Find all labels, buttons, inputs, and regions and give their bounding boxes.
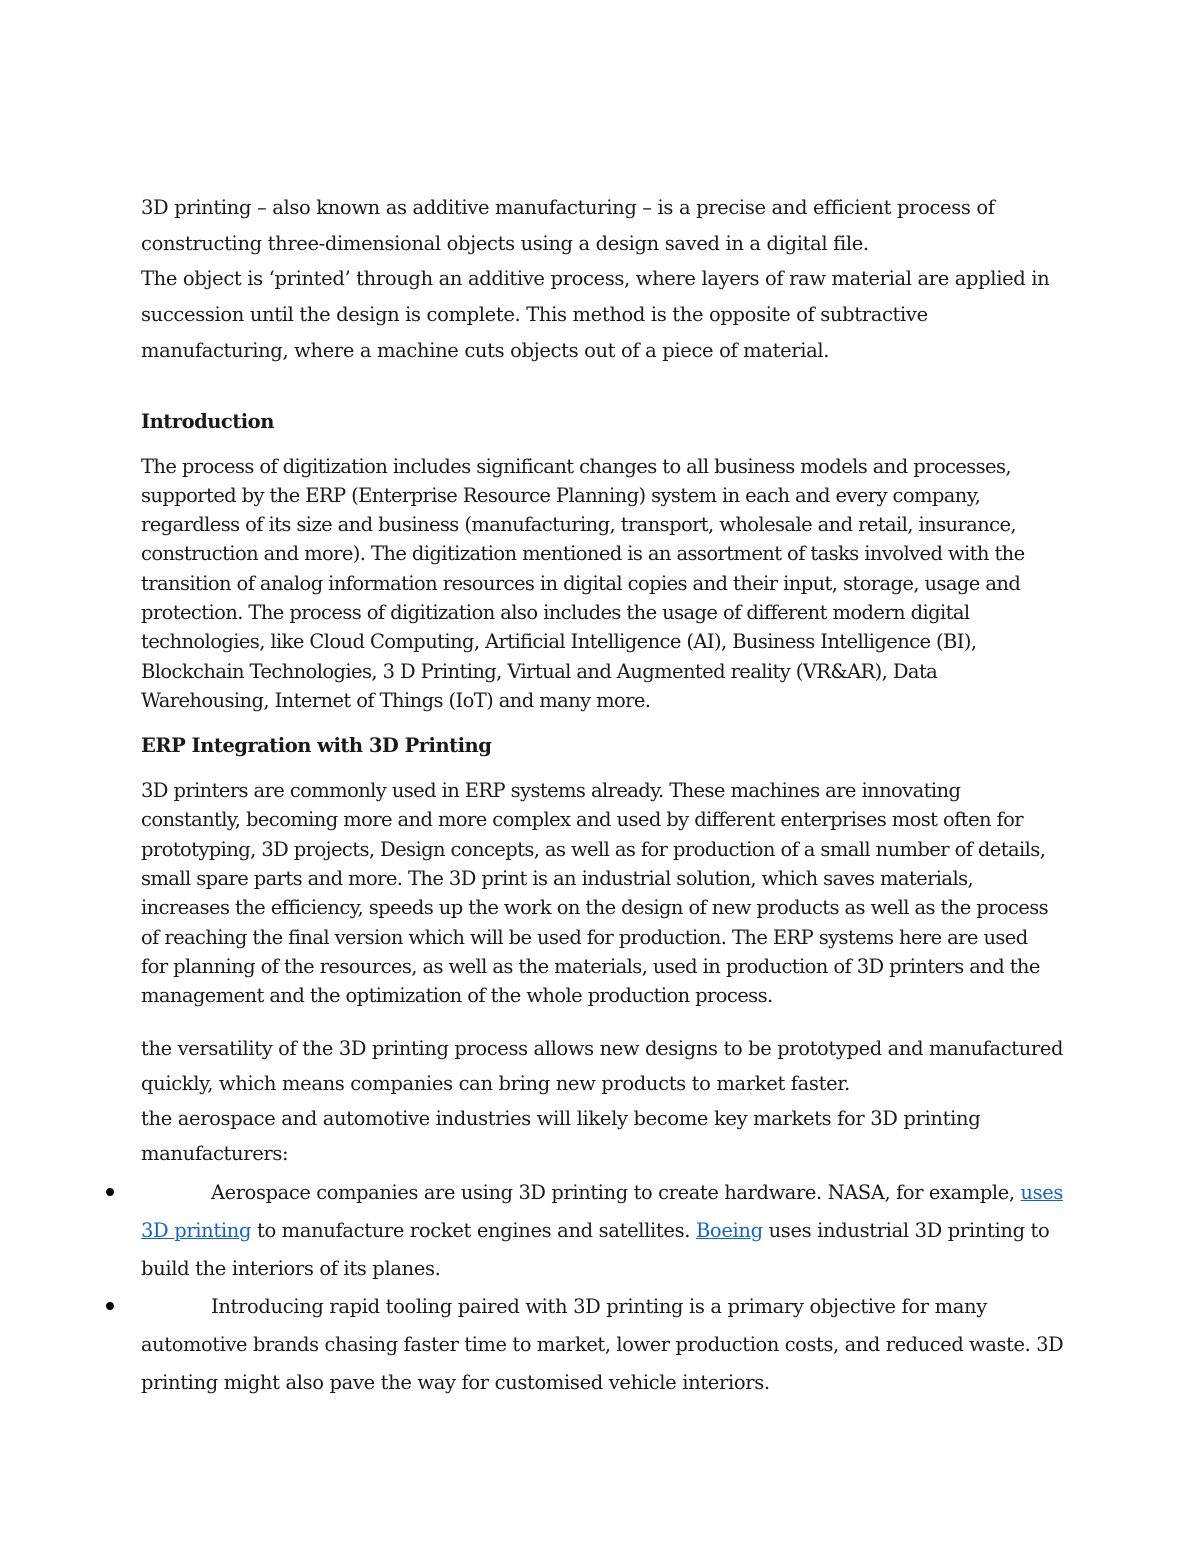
introduction-line: supported by the ERP (Enterprise Resource Planning) system in each and every company, <box>141 484 981 507</box>
erp-line: 3D printers are commonly used in ERP systems already. These machines are innovating <box>141 779 961 802</box>
introduction-line: protection. The process of digitization also includes the usage of different modern digital <box>141 601 970 624</box>
erp-line: small spare parts and more. The 3D print is an industrial solution, which saves materials, <box>141 867 974 890</box>
aerospace-bullet-line <box>211 1181 1063 1205</box>
erp-line: of reaching the final version which will be used for production. The ERP systems here are used <box>141 926 1028 949</box>
introduction-line: The process of digitization includes significant changes to all business models and processes, <box>141 455 1012 478</box>
bullet-dot <box>106 1302 114 1310</box>
intro-line: The object is ‘printed’ through an additive process, where layers of raw material are applied in <box>141 267 1050 290</box>
aerospace-bullet-line <box>141 1219 1049 1243</box>
introduction-line: Blockchain Technologies, 3 D Printing, Virtual and Augmented reality (VR&AR), Data <box>141 660 938 683</box>
versatility-line: the aerospace and automotive industries will likely become key markets for 3D printing <box>141 1107 981 1130</box>
versatility-line: the versatility of the 3D printing process allows new designs to be prototyped and manufactured <box>141 1037 1064 1060</box>
versatility-line: manufacturers: <box>141 1142 289 1165</box>
introduction-line: regardless of its size and business (manufacturing, transport, wholesale and retail, insurance, <box>141 513 1017 536</box>
aerospace-text: uses industrial 3D printing to <box>762 1219 1050 1242</box>
intro-line: constructing three-dimensional objects using a design saved in a digital file. <box>141 232 869 255</box>
erp-line: prototyping, 3D projects, Design concepts, as well as for production of a small number of details, <box>141 838 1046 861</box>
erp-line: increases the efficiency, speeds up the work on the design of new products as well as the process <box>141 896 1049 919</box>
erp-line: for planning of the resources, as well as the materials, used in production of 3D printers and the <box>141 955 1040 978</box>
automotive-bullet-line: printing might also pave the way for customised vehicle interiors. <box>141 1371 770 1394</box>
introduction-line: transition of analog information resources in digital copies and their input, storage, usage and <box>141 572 1021 595</box>
intro-line: 3D printing – also known as additive manufacturing – is a precise and efficient process of <box>141 196 995 219</box>
bullet-dot <box>106 1188 114 1196</box>
aerospace-text: to manufacture rocket engines and satellites. <box>251 1219 696 1242</box>
introduction-line: construction and more). The digitization mentioned is an assortment of tasks involved with the <box>141 542 1025 565</box>
versatility-line: quickly, which means companies can bring new products to market faster. <box>141 1072 850 1095</box>
boeing-link[interactable]: Boeing <box>695 1219 763 1242</box>
intro-line: succession until the design is complete. This method is the opposite of subtractive <box>141 303 928 326</box>
intro-line: manufacturing, where a machine cuts objects out of a piece of material. <box>141 339 830 362</box>
introduction-line: technologies, like Cloud Computing, Artificial Intelligence (AI), Business Intelligence (BI), <box>141 630 977 653</box>
introduction-heading: Introduction <box>141 410 274 433</box>
erp-line: constantly, becoming more and more complex and used by different enterprises most often for <box>141 808 1023 831</box>
aerospace-bullet-line: build the interiors of its planes. <box>141 1257 441 1280</box>
nasa-3d-printing-link[interactable]: 3D printing <box>141 1219 252 1242</box>
aerospace-text: Aerospace companies are using 3D printing to create hardware. NASA, for example, <box>211 1181 1021 1204</box>
automotive-bullet-line: automotive brands chasing faster time to market, lower production costs, and reduced waste. 3D <box>141 1333 1064 1356</box>
nasa-uses-link[interactable]: uses <box>1020 1181 1063 1204</box>
automotive-bullet-line: Introducing rapid tooling paired with 3D printing is a primary objective for many <box>211 1295 987 1318</box>
erp-heading: ERP Integration with 3D Printing <box>141 734 492 757</box>
introduction-line: Warehousing, Internet of Things (IoT) and many more. <box>141 689 651 712</box>
erp-line: management and the optimization of the whole production process. <box>141 984 773 1007</box>
